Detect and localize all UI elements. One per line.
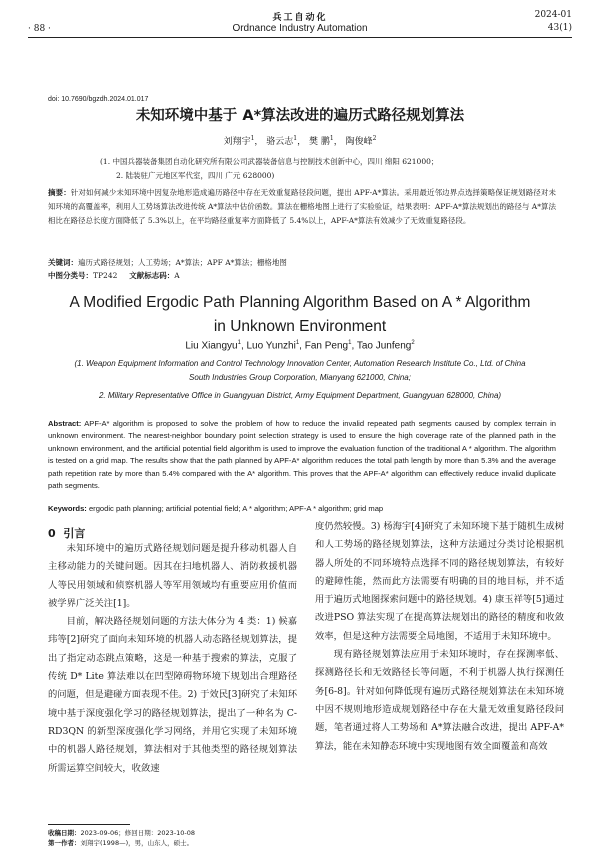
author-aff-en: 1 [237,340,241,346]
author-aff: 2 [372,135,377,142]
footnote-rule [48,824,130,825]
footnote-label: 第一作者： [48,839,81,847]
paragraph: 目前，解决路径规划问题的方法大体分为 4 类：1) 候嘉玮等[2]研究了面向未知环境的机器人动态路径规划算法，提出了指定动态跳点策略，这是一种基于搜索的算法，克服了传统 D* Lite 算法难以在凹型障碍物环境下规划出合理路径的问题，但是避碰方面表现不佳。2) 于效民[3]研究了未知环境中基于深度强化学习的路径规划算法，提出了一种名为 C-RD3QN 的新型深度强化学习网络，并用它实现了未知环境中的机器人路径规划，算法相对于其他类型的路径规划算法所需运算空间较大，收敛速 [48,616,297,774]
doc-code-label: 文献标志码： [129,271,175,280]
affiliation-en-2: 2. Military Representative Office in Guangyuan District, Army Equipment Department, Guangyuan 628000, China) [98,391,502,400]
affiliation-cn-2: 2. 陆装驻广元地区军代室，四川 广元 628000) [116,171,275,180]
keywords-cn [48,257,287,268]
author-name-en: Tao Junfeng [356,340,412,352]
paragraph: 未知环境中的遍历式路径规划问题是提升移动机器人自主移动能力的关键问题。因其在扫地机器人、消防救援机器人等民用领域和侦察机器人等军用领域均有重要应用价值而被学界广泛关注[1]。 [48,543,297,609]
section-heading [48,525,85,541]
issue-number: 43(1) [547,23,572,33]
title-en-line-2: in Unknown Environment [213,318,387,335]
author-aff-en: 1 [295,340,300,346]
abstract-en-text: APF-A* algorithm is proposed to solve the problem of how to reduce the invalid repeated path segments caused by complex terrain in unknown environment. The nearest-neighbor boundary point selection strategy is used to ensure the high coverage rate of the planned path in the unknown environment, and the artificial potential field algorithm is used to improve the evaluation function of the traditional A * algorithm. The algorithm is tested on a grid map. The results show that the path planned by APF-A* algorithm reduces the total path length by more than 5.3% and the average path repetition rate by more than 5.4% compared with the A* algorithm. This proves that the APF-A* algorithm can effectively reduce invalid duplicate path segments. [48,419,556,491]
abstract-en-label: Abstract: [48,419,82,428]
authors-cn: 刘翔宇$^1$， 骆云志$^1$， 樊 鹏$^1$， 陶俊峰$^2$ [223,135,377,147]
author-name: 刘翔宇 [223,137,251,147]
author-aff: 1 [293,135,298,142]
paragraph: 度仍然较慢。3) 杨海宇[4]研究了未知环境下基于随机生成树和人工势场的路径规划算法，这种方法通过分类讨论根据机器人所处的不同环境特点选择不同的路径规划算法，有较好的避障性能，然而此方法需要有明确的目的地目标，并不适用于遍历式地图探索问题中的路径规划。4) 康玉祥等[5]通过改进PSO 算法实现了在提高算法规划出的路径的精度和收敛效率，但是这种方法需要全局地图，不适用于未知环境中。 [315,521,564,642]
title-cn: 未知环境中基于 A*算法改进的遍历式路径规划算法 [135,108,465,124]
keywords-cn-label: 关键词： [48,258,78,267]
author-name-en: Liu Xiangyu [185,340,238,352]
classification-cn [48,270,180,281]
author-aff-en: 2 [411,340,415,346]
page-number: · 88 · [28,24,51,34]
abstract-cn-text: 针对如何减少未知环境中因复杂地形造成遍历路径中存在无效重复路径段问题，提出 APF-A*算法。采用最近邻边界点选择策略保证规划路径对未知环境的高覆盖率，利用人工势场算法改进传统 A*算法中估价函数。算法在栅格地图上进行了实验验证，结果表明：APF-A*算法规划出的路径与 A*算法相比在路径总长度方面降低了 5.3%以上，在平均路径重复率方面降低了 5.4%以上，APF-A*算法有效减少了无效重复路径段。 [48,188,557,225]
author-name-en: Luo Yunzhi [246,340,296,352]
journal-name-en: Ordnance Industry Automation [232,23,368,34]
affiliation-en-1b: South Industries Group Corporation, Mianyang 621000, China; [189,373,411,382]
section-title: 引言 [63,527,86,540]
section-number: 0 [48,527,56,540]
abstract-cn [48,186,556,228]
author-name: 骆云志 [266,137,294,147]
clc-value: TP242 [93,271,118,280]
affiliation-en-1: (1. Weapon Equipment Information and Control Technology Innovation Center, Automation Research Institute Co., Ltd. of China [74,359,526,368]
abstract-cn-label: 摘要： [48,188,71,197]
footnote-text: 2023-09-06；修回日期：2023-10-08 [80,829,196,837]
footnote-author [48,838,193,847]
affiliation-cn-1: (1. 中国兵器装备集团自动化研究所有限公司武器装备信息与控制技术创新中心，四川 绵阳 621000； [100,157,439,166]
doi: doi: 10.7690/bgzdh.2024.01.017 [48,96,149,103]
footnote-received [48,828,195,837]
body-left-column [48,540,297,778]
author-aff: 1 [329,135,334,142]
keywords-en-text: ergodic path planning; artificial potential field; A * algorithm; APF-A * algorithm; grid map [88,504,384,513]
publication-date: 2024-01 [534,10,572,20]
footnote-label: 收稿日期： [48,829,81,837]
title-en-line-1: A Modified Ergodic Path Planning Algorithm Based on A * Algorithm [69,294,531,311]
keywords-en-label: Keywords: [48,504,87,513]
title-en [0,291,600,339]
header-rule [28,37,572,38]
keywords-cn-text: 遍历式路径规划；人工势场；A*算法；APF A*算法；栅格地图 [78,258,287,267]
journal-name-cn: 兵工自动化 [272,13,328,23]
abstract-en [48,418,556,492]
paragraph: 现有路径规划算法应用于未知环境时，存在探测率低、探测路径长和无效路径长等问题，不利于机器人执行探测任务[6-8]。针对如何降低现有遍历式路径规划算法在未知环境中因不规则地形造成规划路径中存在大量无效重复路径段问题，笔者通过将人工势场和 A*算法融合改进，提出 APF-A*算法，能在未知静态环境中实现地图有效全面覆盖和高效 [315,649,564,752]
keywords-en [48,504,383,513]
author-name: 樊 鹏 [309,137,330,147]
clc-label: 中图分类号： [48,271,93,280]
author-aff-en: 1 [348,340,352,346]
doc-code-value: A [174,271,180,280]
footnote-text: 刘翔宇(1998—)，男，山东人，硕士。 [80,839,194,847]
author-name-en: Fan Peng [304,340,349,352]
author-name: 陶俊峰 [345,137,373,147]
body-right-column [315,518,564,756]
authors-en: Liu Xiangyu$^1$, Luo Yunzhi$^1$, Fan Peng$^1$, Tao Junfeng$^2$ [185,340,415,352]
author-aff: 1 [250,135,255,142]
